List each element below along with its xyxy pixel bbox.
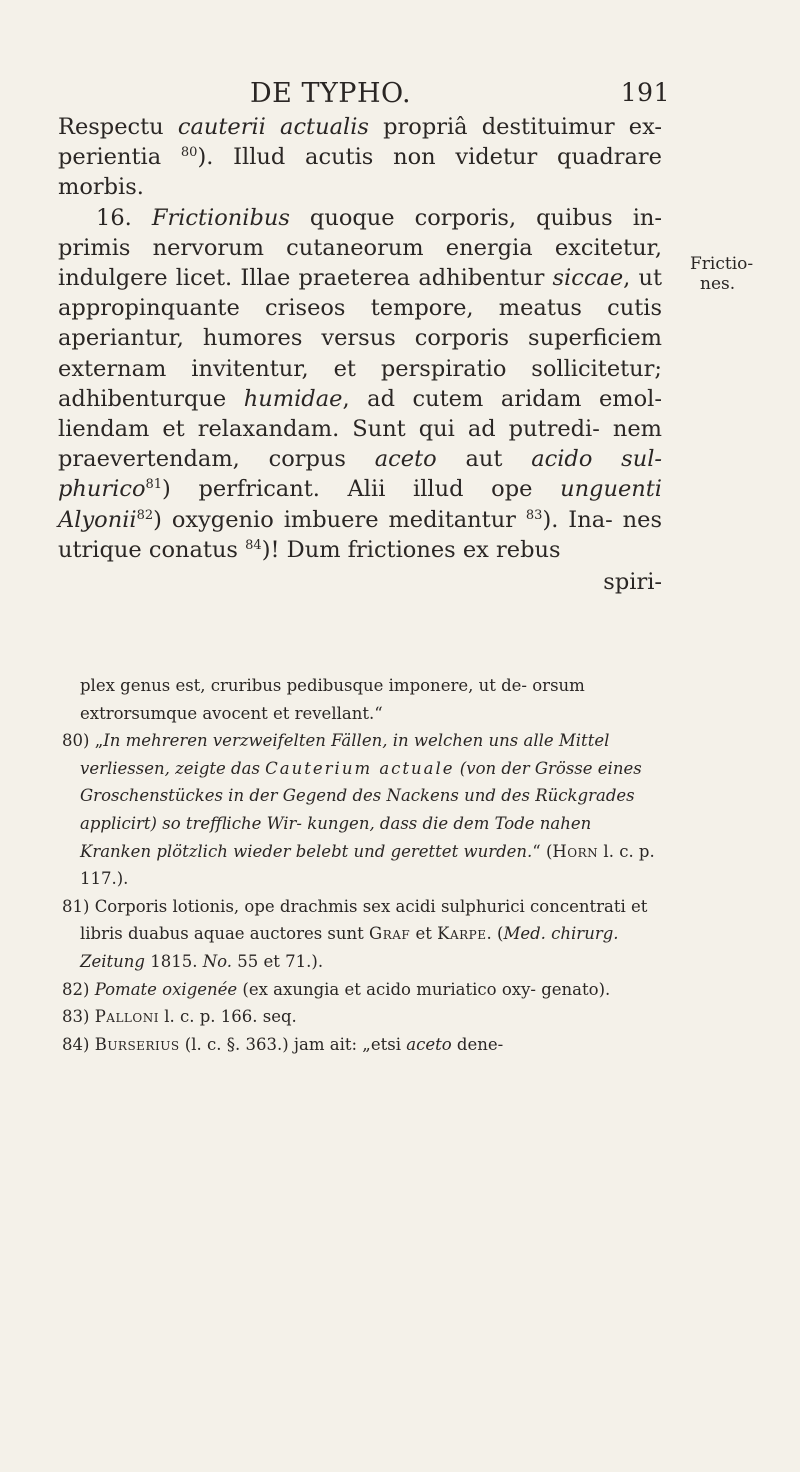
footnote-81 [62, 893, 662, 976]
footnote-84 [62, 1031, 662, 1059]
italic-quote: Cauterium actuale [265, 758, 455, 778]
footnote-80 [62, 727, 662, 893]
author-name: Burserius [94, 1034, 180, 1054]
italic-term: humidae [243, 385, 343, 412]
text-run: dene- [451, 1034, 504, 1054]
italic-term: acido sul- phurico [58, 446, 662, 503]
text-run: Respectu [58, 114, 178, 140]
italic-term: aceto [406, 1034, 452, 1054]
text-run: et [410, 924, 438, 944]
italic-title: Pomate oxigenée [94, 979, 238, 999]
text-run: „ [94, 731, 104, 751]
footnote-continuation: plex genus est, cruribus pedibusque imponere, ut de- orsum extrorsumque avocent et revellant.“ [80, 676, 585, 723]
text-run: Corporis lotionis, ope drachmis sex acidi sulphurici concentrati et libris duabus aquae auctores sunt [80, 896, 648, 944]
footnote-label: 80) [62, 731, 95, 751]
footnote-label: 83) [62, 1007, 95, 1027]
footnotes [62, 672, 662, 1058]
author-name: Palloni [94, 1007, 159, 1027]
main-text [58, 112, 662, 597]
italic-title: Med. chirurg. Zeitung [80, 924, 619, 971]
page-number: 191 [620, 78, 670, 107]
italic-quote: In mehreren verzweifelten Fällen, in welchen uns alle Mittel verliessen, zeigte das [80, 731, 610, 778]
text-run: (ex axungia et acido muriatico oxy- genato). [237, 979, 611, 999]
italic-quote: (von der Grösse eines Groschenstückes in der Gegend des Nackens und des Rückgrades applicirt) so treffliche Wir- kungen, dass die dem Tode nahen Kranken plötzlich wieder belebt und gerettet wurden. [80, 758, 642, 861]
text-run: , ad cutem aridam emol- liendam et relaxandam. Sunt qui ad putredi- nem praevertendam, corpus [58, 385, 662, 473]
text-run: l. c. p. 117.). [80, 841, 655, 889]
paragraph [58, 112, 662, 203]
footnote-ref: 80 [180, 145, 198, 161]
text-run: . ( [486, 924, 504, 944]
text-run: )! Dum frictiones ex rebus [261, 536, 561, 563]
text-run: propriâ destituimur ex- perientia [58, 114, 662, 171]
section-number: 16. [96, 204, 152, 231]
footnote-label: 84) [62, 1034, 95, 1054]
running-title: DE TYPHO. [250, 78, 412, 109]
text-run: ). Ina- nes utrique conatus [58, 506, 662, 563]
text-run: l. c. p. 166. seq. [158, 1007, 297, 1027]
margin-note-line: Frictio- [690, 254, 754, 274]
text-run: ) perfricant. Alii illud ope [162, 476, 561, 503]
italic-term: siccae [552, 265, 624, 292]
margin-note-line: nes. [700, 274, 736, 294]
text-run: 55 et 71.). [232, 951, 324, 971]
italic-term: aceto [374, 446, 437, 473]
text-run: ) oxygenio imbuere meditantur [153, 506, 526, 533]
text-run: , ut appropinquante criseos tempore, meatus cutis aperiantur, humores versus corporis superficiem externam invitentur, et perspiratio sollicitetur; adhibenturque [58, 265, 662, 412]
paragraph [58, 203, 662, 565]
text-run: 1815. [144, 951, 203, 971]
italic-term: unguenti Alyonii [58, 476, 662, 533]
text-run: “ ( [532, 841, 553, 861]
catchword: spiri- [603, 569, 662, 596]
footnote-82 [62, 976, 662, 1004]
text-run: (l. c. §. 363.) jam ait: „etsi [179, 1034, 407, 1054]
author-name: Karpe [437, 924, 487, 944]
footnote-83 [62, 1003, 662, 1031]
footnote-ref: 82 [136, 507, 154, 523]
footnote-ref: 81 [145, 477, 163, 493]
italic-term: No. [202, 951, 233, 971]
text-run: aut [436, 446, 532, 473]
footnote-label: 82) [62, 979, 95, 999]
footnote-ref: 83 [525, 507, 543, 523]
footnote-ref: 84 [245, 537, 262, 553]
text-run: quoque corporis, quibus in- primis nervorum cutaneorum energia excitetur, indulgere licet. Illae praeterea adhibentur [58, 204, 662, 292]
text-run: ). Illud acutis non videtur quadrare morbis. [58, 144, 662, 201]
italic-term: Frictionibus [151, 204, 290, 231]
margin-note [690, 254, 790, 294]
italic-term: cauterii actualis [177, 114, 369, 140]
author-name: Graf [369, 924, 411, 944]
footnote-label: 81) [62, 896, 95, 916]
author-name: Horn [552, 841, 599, 861]
